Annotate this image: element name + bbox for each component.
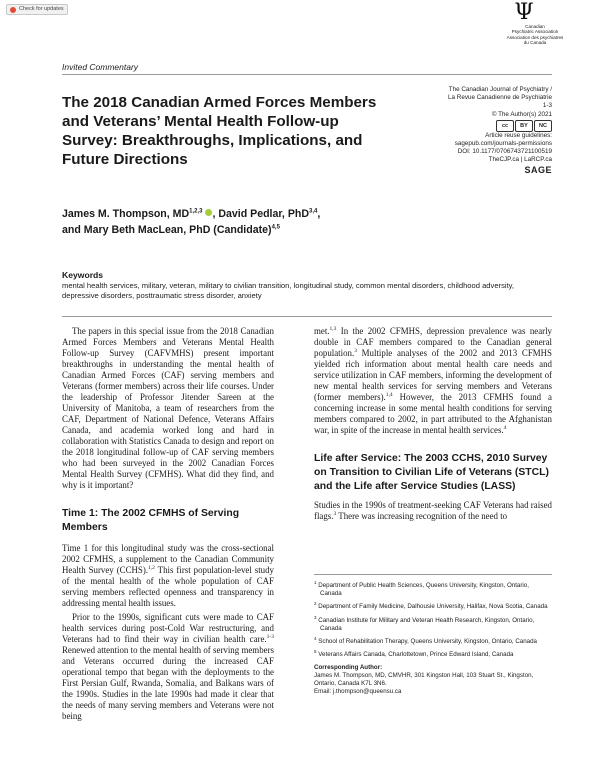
affiliation-5: $^5$ Veterans Affairs Canada, Charlottetown, Prince Edward Island, Canada bbox=[314, 649, 514, 659]
header-divider bbox=[62, 74, 552, 75]
journal-metadata bbox=[420, 86, 552, 174]
author-3: and Mary Beth MacLean, PhD (Candidate) bbox=[62, 224, 272, 236]
journal-name-fr: La Revue Canadienne de Psychiatrie bbox=[448, 94, 552, 102]
journal-name-en: The Canadian Journal of Psychiatry / bbox=[448, 86, 552, 93]
life-after-service-paragraph: Studies in the 1990s of treatment-seeking CAF Veterans had raised flags.$^3$ There was increasing recognition of the need to bbox=[314, 500, 552, 521]
keywords-list: mental health services, military, veteran, military to civilian transition, longitudinal study, common mental disorders, childhood adversity, depressive disorders, posttraumatic stress disorder, anxiety bbox=[62, 281, 515, 301]
body-column-left bbox=[62, 326, 274, 722]
reuse-guidelines-label: Article reuse guidelines: bbox=[485, 131, 552, 139]
corresponding-author-address: James M. Thompson, MD, CMVHR, 301 Kingston Hall, 103 Stuart St., Kingston, Ontario, Canada K7L 3N6. bbox=[314, 671, 534, 688]
copyright: © The Author(s) 2021 bbox=[491, 110, 552, 118]
check-for-updates-badge[interactable] bbox=[6, 4, 68, 15]
logo-line-2: Psychiatric Association bbox=[511, 29, 559, 35]
author-3-affiliations: 4,5 bbox=[271, 224, 280, 231]
article-title: The 2018 Canadian Armed Forces Members and Veterans’ Mental Health Follow-up Survey: Breakthroughs, Implications, and Future Directions bbox=[62, 94, 377, 168]
affiliation-1: $^1$ Department of Public Health Sciences, Queens University, Kingston, Ontario, Canada bbox=[314, 580, 529, 598]
logo-line-1: Canadian bbox=[525, 24, 545, 29]
journal-logo bbox=[502, 2, 568, 46]
corresponding-author-email[interactable]: Email: j.thompson@queensu.ca bbox=[314, 688, 402, 696]
author-list: James M. Thompson, MD$^{1,2,3}$ , David Pedlar, PhD$^{3,4}$, and Mary Beth MacLean, PhD (Candidate)$^{4,5}$ bbox=[62, 208, 321, 236]
affiliation-4: $^4$ School of Rehabilitation Therapy, Queens University, Kingston, Ontario, Canada bbox=[314, 636, 537, 646]
page-range: 1-3 bbox=[542, 102, 552, 110]
update-check-icon bbox=[10, 7, 16, 13]
cc-license-icon[interactable]: cc BY NC bbox=[496, 120, 552, 132]
time-1-paragraph-1: Time 1 for this longitudinal study was the cross-sectional 2002 CFMHS, a supplement to the Canadian Community Health Survey (CCHS).$^{1,2}$ This first population-level study of the mental health of the whole population of CAF serving members reflected openness and transparency in addressing mental health issues. bbox=[62, 543, 274, 608]
footnote-divider bbox=[314, 574, 552, 575]
intro-paragraph: The papers in this special issue from the 2018 Canadian Armed Forces Members and Veterans Mental Health Follow-up Survey (CAFVMHS) present important breakthroughs in understanding the mental health of Canadian Armed Forces (CAF) serving members and Veterans (former members) across their life courses. Under the leadership of Professor Jitender Sareen at the University of Manitoba, a team of researchers from the CAF, Department of National Defence, Veterans Affairs Canada, and academia worked long and hard in collaboration with Statistics Canada to design and report on the 2018 longitudinal follow-up of CAF serving members who had been surveyed in the 2002 Canadian Forces Mental Health Survey (CFMHS). What did they find, and why is it important? bbox=[62, 326, 274, 490]
logo-line-4: du Canada bbox=[523, 40, 547, 46]
affiliation-footnotes bbox=[314, 579, 552, 697]
keywords-heading: Keywords bbox=[62, 270, 104, 280]
badge-label: Check for updates bbox=[19, 6, 64, 12]
affiliation-2: $^2$ Department of Family Medicine, Dalhousie University, Halifax, Nova Scotia, Canada bbox=[314, 601, 548, 611]
section-heading-time-1: Time 1: The 2002 CFMHS of Serving Members bbox=[62, 508, 240, 533]
time-1-paragraph-2: Prior to the 1990s, significant cuts were made to CAF health services during post-Cold War restructuring, and Veterans had to find their way in civilian health care.$^{1-3}$ Renewed attention to the mental health of serving members and Veterans occurred during the increased CAF operational tempo that began with the deployments to the First Persian Gulf, Rwanda, Somalia, and Balkans wars of the 1990s. Studies in the late 1990s had made it clear that the needs of many serving members and Veterans were not being bbox=[62, 612, 274, 721]
body-column-right bbox=[314, 326, 552, 522]
section-heading-life-after-service: Life after Service: The 2003 CCHS, 2010 Survey on Transition to Civilian Life of Veterans (STCL) and the Life after Service Studies (LASS) bbox=[314, 453, 549, 492]
corresponding-author-heading: Corresponding Author: bbox=[314, 663, 383, 671]
author-1-affiliations: 1,2,3 bbox=[189, 208, 203, 215]
continuation-paragraph: met.$^{1,3}$ In the 2002 CFMHS, depression prevalence was nearly double in CAF members compared to the Canadian general population.$^3$ Multiple analyses of the 2002 and 2013 CFMHS yielded rich information about mental health care needs and service utilization in CAF members, informing the development of new mental health services for serving members and Veterans (former members).$^{1,4}$ However, the 2013 CFMHS found a concerning increase in some mental health conditions for serving members compared to 2002, in part attributed to the Afghanistan war, in spite of the increase in mental health services.$^4$ bbox=[314, 326, 552, 435]
psi-logo-icon: Ψ bbox=[514, 0, 534, 25]
author-2-affiliations: 3,4 bbox=[309, 208, 318, 215]
article-type: Invited Commentary bbox=[62, 62, 139, 72]
author-2: , David Pedlar, PhD bbox=[212, 208, 310, 220]
logo-line-3: Association des psychiatres bbox=[506, 34, 564, 40]
journal-site-link[interactable]: TheCJP.ca | LaRCP.ca bbox=[488, 156, 552, 164]
affiliation-3: $^3$ Canadian Institute for Military and Veteran Health Research, Kingston, Ontario, Canada bbox=[314, 614, 535, 632]
doi-link[interactable]: DOI: 10.1177/0706743721100519 bbox=[457, 148, 552, 156]
reuse-guidelines-link[interactable]: sagepub.com/journals-permissions bbox=[454, 140, 552, 148]
keywords-divider bbox=[62, 316, 552, 317]
sage-logo: SAGE bbox=[524, 164, 552, 175]
author-1: James M. Thompson, MD bbox=[62, 208, 190, 220]
